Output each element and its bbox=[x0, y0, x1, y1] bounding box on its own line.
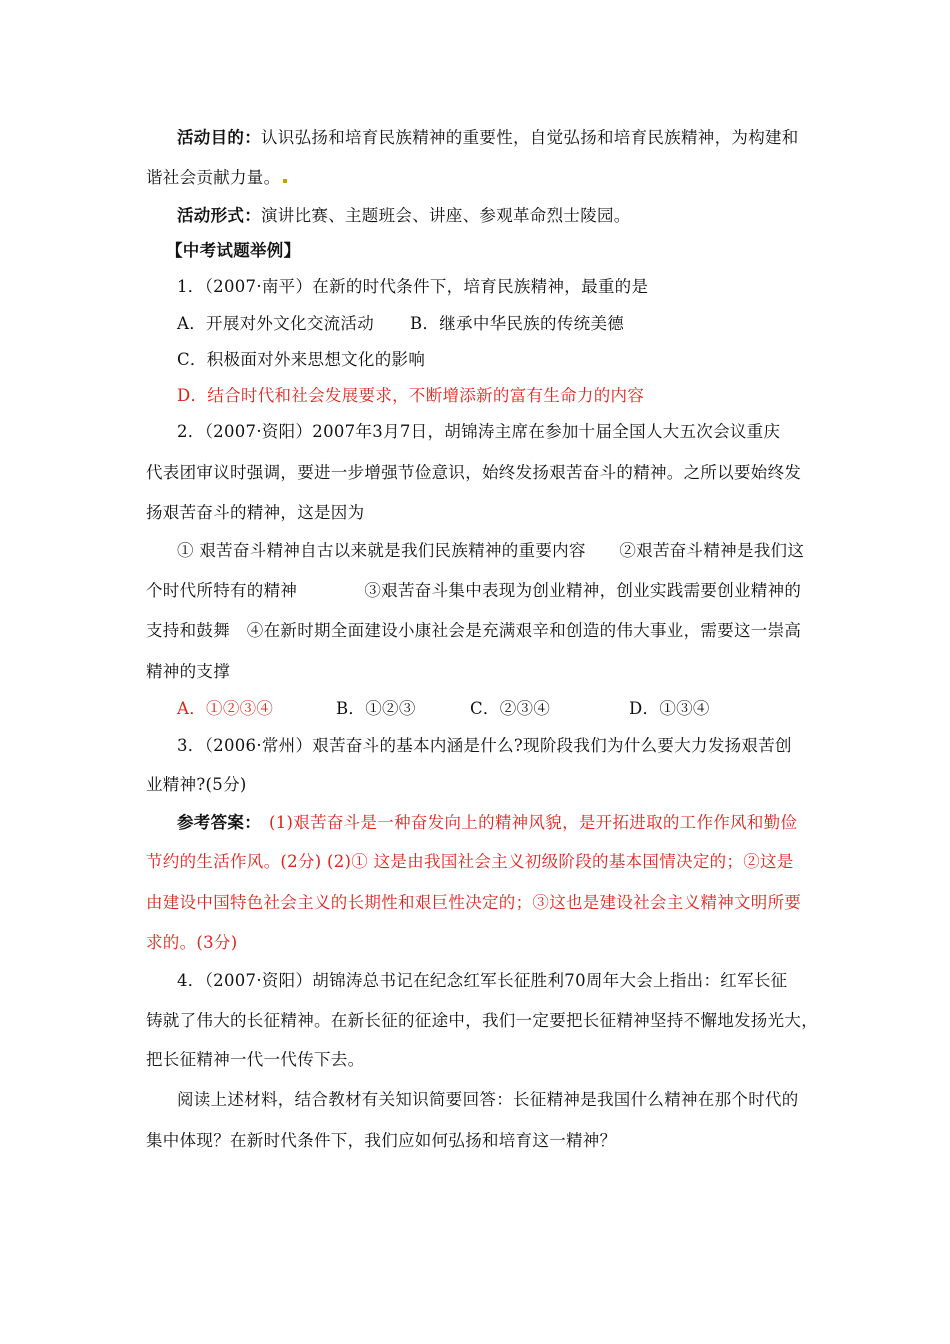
answer-label: 参考答案： bbox=[177, 813, 261, 832]
q2-option-a-answer: A．①②③④ bbox=[177, 699, 274, 718]
q1-option-a: A．开展对外文化交流活动 bbox=[177, 314, 375, 333]
q2-line2: 代表团审议时强调，要进一步增强节俭意识，始终发扬艰苦奋斗的精神。之所以要始终发 bbox=[146, 463, 802, 482]
purpose-text: 认识弘扬和培育民族精神的重要性，自觉弘扬和培育民族精神，为构建和 bbox=[261, 128, 799, 147]
q3-answer-line2: 节约的生活作风。(2分) (2)① 这是由我国社会主义初级阶段的基本国情决定的；②这是 bbox=[146, 852, 794, 871]
q1-option-ab bbox=[177, 313, 624, 335]
q2-option-c: C．②③④ bbox=[470, 699, 551, 718]
purpose-text-cont: 谐社会贡献力量。 bbox=[146, 168, 281, 187]
q3-answer-line1 bbox=[177, 812, 797, 834]
q4-line5: 集中体现？在新时代条件下，我们应如何弘扬和培育这一精神？ bbox=[146, 1131, 617, 1150]
activity-purpose-line1 bbox=[177, 127, 799, 149]
q1-option-b: B．继承中华民族的传统美德 bbox=[410, 314, 625, 333]
q4-line3: 把长征精神一代一代传下去。 bbox=[146, 1050, 365, 1069]
q3-answer-line4: 求的。(3分) bbox=[146, 933, 238, 952]
purpose-label: 活动目的： bbox=[177, 128, 261, 147]
activity-form-line bbox=[177, 205, 631, 227]
q2-line5: 个时代所特有的精神 ③艰苦奋斗集中表现为创业精神，创业实践需要创业精神的 bbox=[146, 581, 802, 600]
q3-line2: 业精神?(5分) bbox=[146, 775, 247, 794]
form-text: 演讲比赛、主题班会、讲座、参观革命烈士陵园。 bbox=[261, 206, 631, 225]
q4-line1: 4．（2007·资阳）胡锦涛总书记在纪念红军长征胜利70周年大会上指出：红军长征 bbox=[177, 971, 788, 990]
form-label: 活动形式： bbox=[177, 206, 261, 225]
q2-line1: 2．（2007·资阳）2007年3月7日，胡锦涛主席在参加十届全国人大五次会议重庆 bbox=[177, 422, 781, 441]
q1-option-d-answer: D．结合时代和社会发展要求，不断增添新的富有生命力的内容 bbox=[177, 386, 645, 405]
q4-line2: 铸就了伟大的长征精神。在新长征的征途中，我们一定要把长征精神坚持不懈地发扬光大， bbox=[146, 1011, 818, 1030]
q4-line4: 阅读上述材料，结合教材有关知识简要回答：长征精神是我国什么精神在那个时代的 bbox=[177, 1090, 799, 1109]
q1-stem: 1．（2007·南平）在新的时代条件下，培育民族精神，最重的是 bbox=[177, 277, 649, 296]
q2-option-d: D．①③④ bbox=[629, 699, 710, 718]
section-heading: 【中考试题举例】 bbox=[166, 241, 301, 260]
q2-line3: 扬艰苦奋斗的精神，这是因为 bbox=[146, 503, 365, 522]
q2-line6: 支持和鼓舞 ④在新时期全面建设小康社会是充满艰辛和创造的伟大事业，需要这一崇高 bbox=[146, 621, 802, 640]
stray-mark bbox=[283, 179, 287, 183]
q2-line7: 精神的支撑 bbox=[146, 662, 230, 681]
q3-answer-line3: 由建设中国特色社会主义的长期性和艰巨性决定的；③这也是建设社会主义精神文明所要 bbox=[146, 893, 802, 912]
q2-option-b: B．①②③ bbox=[336, 699, 416, 718]
q1-option-c: C．积极面对外来思想文化的影响 bbox=[177, 350, 426, 369]
q2-line4: ① 艰苦奋斗精神自古以来就是我们民族精神的重要内容 ②艰苦奋斗精神是我们这 bbox=[177, 541, 805, 560]
answer-text: (1)艰苦奋斗是一种奋发向上的精神风貌，是开拓进取的工作作风和勤俭 bbox=[269, 813, 798, 832]
activity-purpose-line2 bbox=[146, 167, 287, 189]
q3-line1: 3．（2006·常州）艰苦奋斗的基本内涵是什么?现阶段我们为什么要大力发扬艰苦创 bbox=[177, 736, 792, 755]
